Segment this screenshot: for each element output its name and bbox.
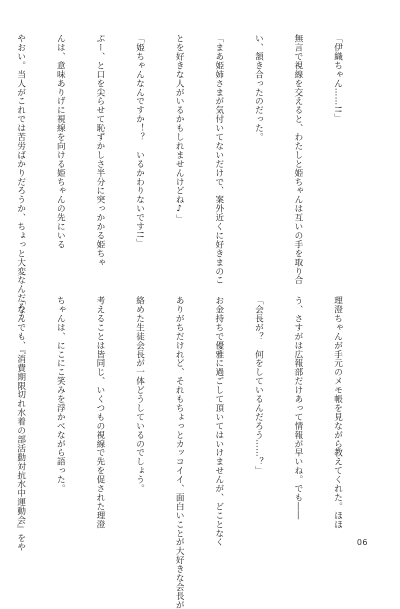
text-line: 「会長が？ 何をしているんだろう……？」 <box>253 296 264 475</box>
text-line: 絡めた生徒会長が一体どうしているのでしょう。 <box>134 296 145 493</box>
text-line: んは、意味ありげに視線を向ける姫ちゃんの先にいる <box>55 34 66 249</box>
text-line: 「姫ちゃんなんですか！？ いるかわりないです!!」 <box>134 34 145 248</box>
text-line: 無言で視線を交えると、わたしと姫ちゃんは互いの手を取り合 <box>292 34 303 285</box>
page-number: 06 <box>356 538 368 547</box>
text-line: ちゃんは、にこにこ笑みを浮かべながら語った。 <box>55 296 66 493</box>
text-line: 理澄ちゃんが手元のメモ帳を見ながら教えてくれた。ほほ <box>332 296 343 529</box>
text-line: やおい。当人がこれでは苦労ばかりだろうか、ちょっと大変なんだろう <box>15 34 26 321</box>
text-line: 「まあ姫姉さまが気付いてないだけで、案外近くに好きまのこ <box>213 34 224 285</box>
text-line: 「伊織ちゃん……!!」 <box>332 34 343 123</box>
text-line: 「なんでも、『消費期限切れ水着の部活動対抗水中運動会』をや <box>15 296 26 552</box>
text-line: お金持ちで優雅に過ごして頂いてはいけませんが、どことなく <box>213 296 224 547</box>
text-line: ぷー、と口を尖らせて恥ずかしさ半分に突っかかる姫ちゃ <box>94 34 105 267</box>
text-block-top <box>15 34 370 321</box>
text-line: ありがちだけれど、それもちょっとカッコイイ、面白いことが大好きな会長が <box>174 296 185 609</box>
text-line: 考えることは皆同じ、いくつもの視線で先を促された理澄 <box>94 296 105 529</box>
text-line: とを好きな人がいるかもしれませんけどね♪」 <box>174 34 185 224</box>
text-line: う、さすがは広報部だけあって情報が早いね。でも―― <box>292 296 303 520</box>
text-line: い、頷き合ったのだった。 <box>253 34 264 142</box>
